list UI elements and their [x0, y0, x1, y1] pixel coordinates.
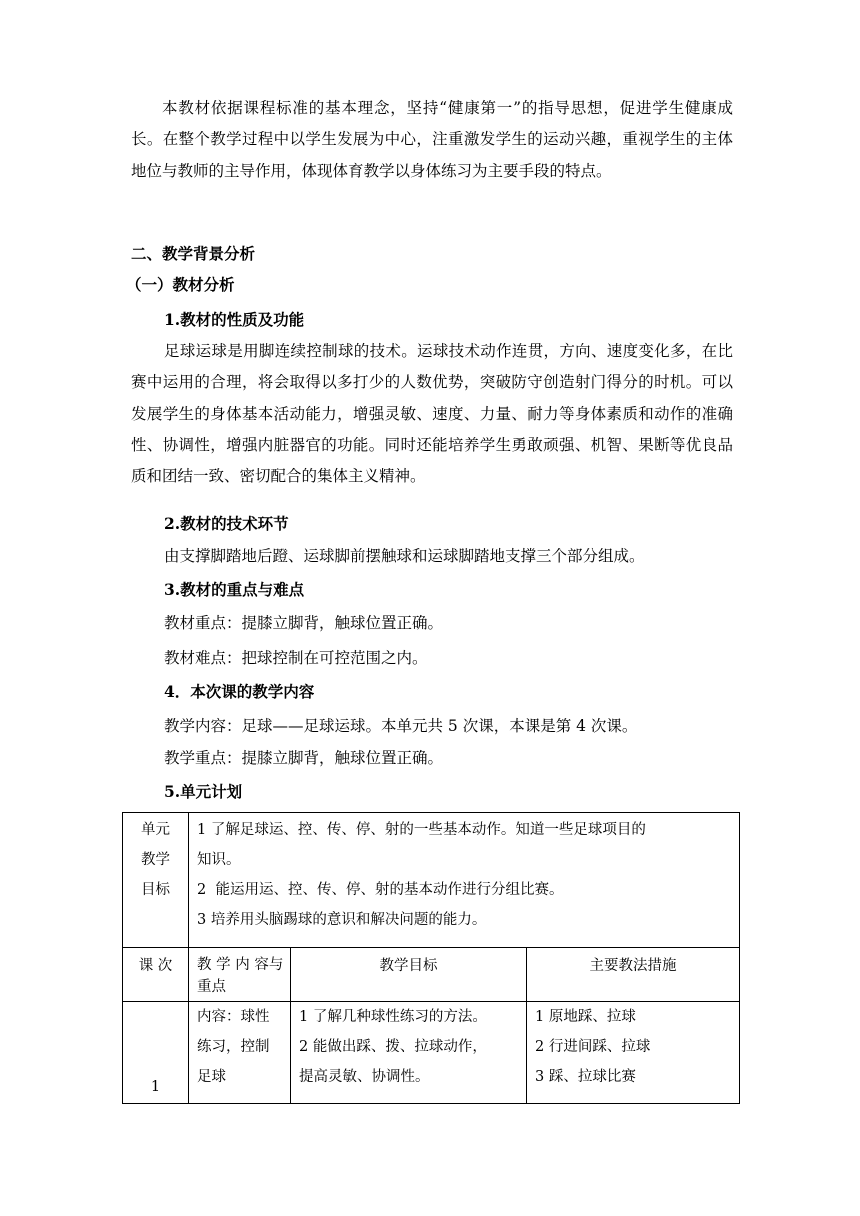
content-line: 练习，控制: [197, 1039, 270, 1055]
goal-line: 3 培养用头脑踢球的意识和解决问题的能力。: [197, 912, 487, 928]
paragraph-2: 由支撑脚踏地后蹬、运球脚前摆触球和运球脚踏地支撑三个部分组成。: [164, 547, 645, 565]
unit-goal-label-cell: [123, 813, 189, 948]
content-cell: [189, 1002, 291, 1104]
objective-line: 2 能做出踩、拨、拉球动作，: [299, 1039, 487, 1055]
header-session: 课 次: [123, 948, 189, 1002]
subsection-title: （一）教材分析: [126, 275, 235, 294]
methods-cell: [527, 1002, 740, 1104]
session-cell: 1: [123, 1002, 189, 1104]
unit-goal-cell: [189, 813, 740, 948]
table-header-row: [123, 948, 740, 1002]
goal-label-line: 教学: [141, 852, 170, 868]
content-line: 足球: [197, 1069, 226, 1085]
goal-line: 知识。: [197, 852, 241, 868]
header-objective: 教学目标: [291, 948, 527, 1002]
header-methods: 主要教法措施: [527, 948, 740, 1002]
objective-cell: [291, 1002, 527, 1104]
lesson-key-point: 教学重点：提膝立脚背，触球位置正确。: [164, 749, 444, 767]
goal-line: 1 了解足球运、控、传、停、射的一些基本动作。知道一些足球项目的: [197, 822, 646, 838]
difficulty: 教材难点：把球控制在可控范围之内。: [164, 649, 428, 667]
goal-line: 2 能运用运、控、传、停、射的基本动作进行分组比赛。: [197, 882, 564, 898]
heading-1: 1.教材的性质及功能: [164, 310, 305, 329]
goal-label-line: 目标: [141, 882, 170, 898]
method-line: 2 行进间踩、拉球: [535, 1039, 651, 1055]
lesson-content: 教学内容：足球——足球运球。本单元共 5 次课，本课是第 4 次课。: [164, 717, 638, 735]
header-content: 教 学 内 容与重点: [189, 948, 291, 1002]
key-point: 教材重点：提膝立脚背，触球位置正确。: [164, 614, 444, 632]
goal-label-line: 单元: [141, 822, 170, 838]
intro-paragraph: 本教材依据课程标准的基本理念，坚持“健康第一”的指导思想，促进学生健康成长。在整个教学过程中以学生发展为中心，注重激发学生的运动兴趣，重视学生的主体地位与教师的主导作用，体现体育教学以身体练习为主要手段的特点。: [131, 99, 733, 180]
section-title: 二、教学背景分析: [131, 244, 256, 263]
heading-4: 4．本次课的教学内容: [164, 682, 315, 701]
table-row: [123, 1002, 740, 1104]
method-line: 3 踩、拉球比赛: [535, 1069, 636, 1085]
objective-line: 提高灵敏、协调性。: [299, 1069, 430, 1085]
paragraph-1: 足球运球是用脚连续控制球的技术。运球技术动作连贯，方向、速度变化多，在比赛中运用的合理，将会取得以多打少的人数优势，突破防守创造射门得分的时机。可以发展学生的身体基本活动能力，增强灵敏、速度、力量、耐力等身体素质和动作的准确性、协调性，增强内脏器官的功能。同时还能培养学生勇敢顽强、机智、果断等优良品质和团结一致、密切配合的集体主义精神。: [131, 342, 733, 486]
heading-3: 3.教材的重点与难点: [164, 580, 305, 599]
objective-line: 1 了解几种球性练习的方法。: [299, 1009, 487, 1025]
method-line: 1 原地踩、拉球: [535, 1009, 636, 1025]
heading-2: 2.教材的技术环节: [164, 514, 289, 533]
unit-plan-table: [122, 812, 740, 1104]
unit-goal-row: [123, 813, 740, 948]
content-line: 内容：球性: [197, 1009, 270, 1025]
heading-5: 5.单元计划: [164, 782, 243, 801]
